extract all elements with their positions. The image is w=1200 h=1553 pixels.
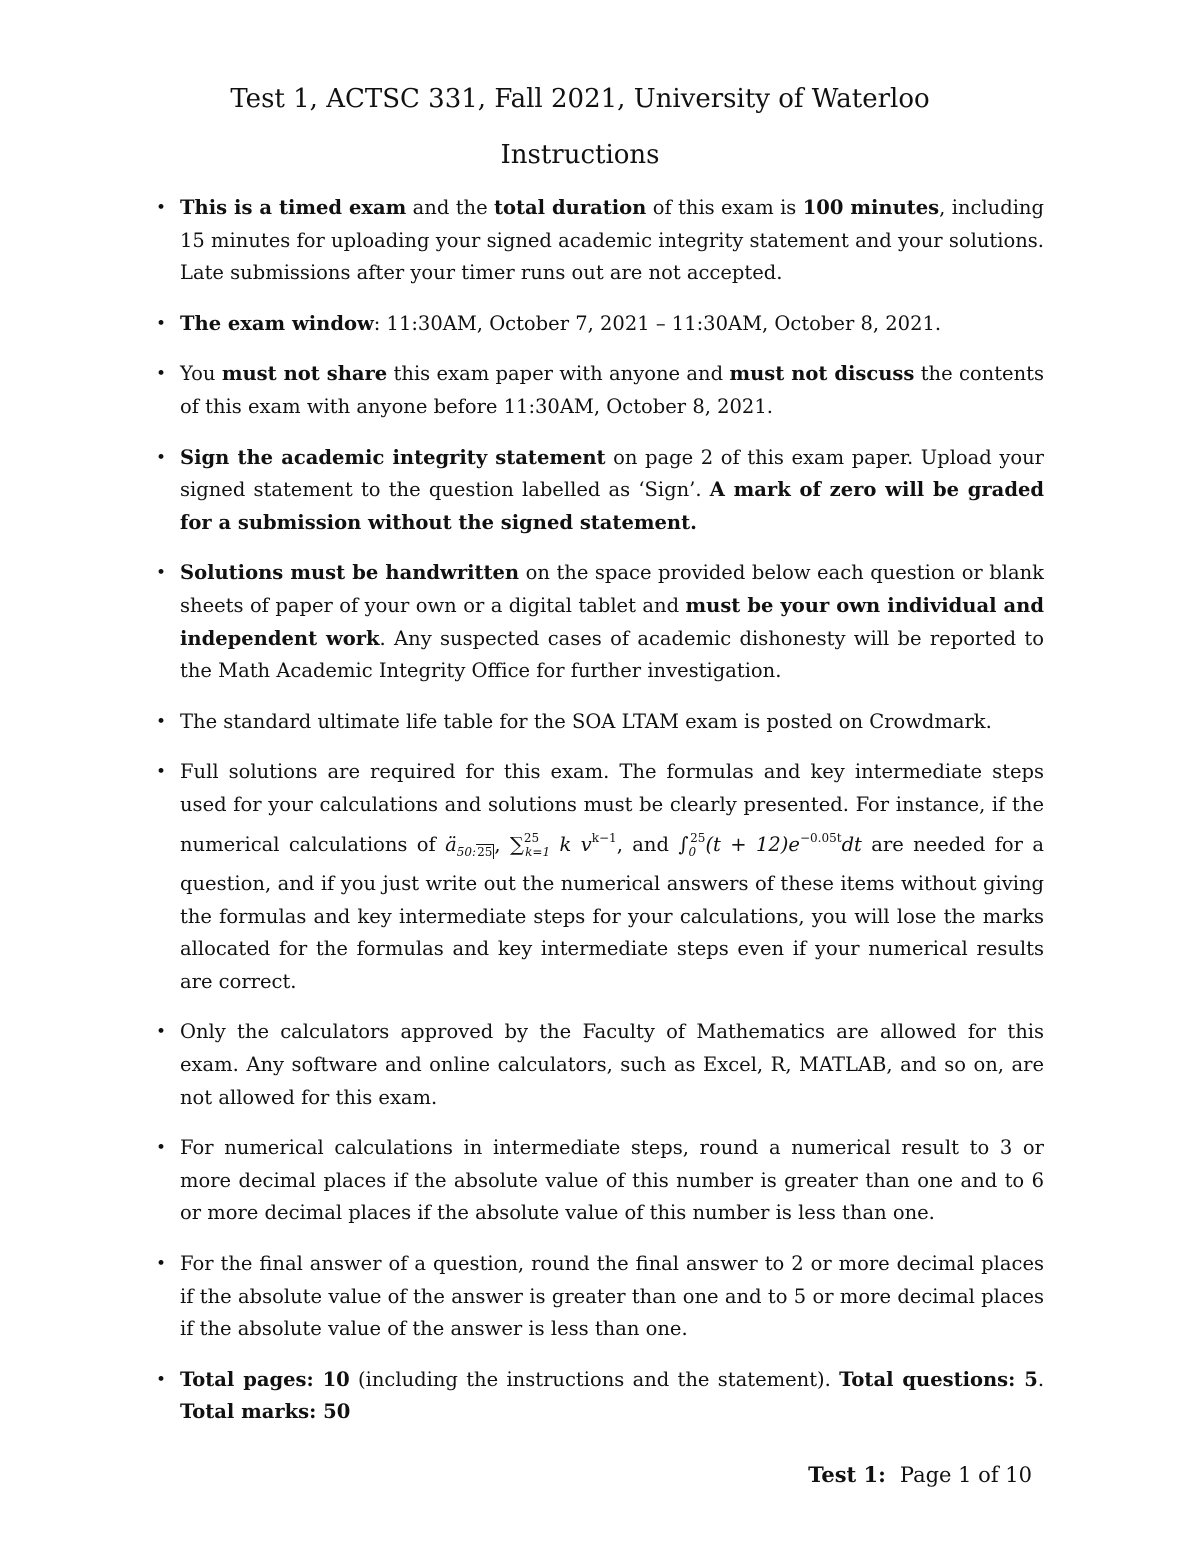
integral-expression: $\int_0^{25}(t + 12)e^{-0.05t}dt$ (678, 830, 862, 859)
bullet-icon: • (156, 364, 167, 385)
bullet-icon: • (156, 1369, 167, 1390)
list-item: • The exam window: 11:30AM, October 7, 2021 – 11:30AM, October 8, 2021. (156, 308, 1044, 341)
list-item: • This is a timed exam and the total duration of this exam is 100 minutes, including 15 minutes for uploading your signed academic integrity statement and your solutions. Late submissions after your timer runs out are not accepted. (156, 192, 1044, 290)
list-item: • Sign the academic integrity statement on page 2 of this exam paper. Upload your signed statement to the question labelled as ‘Sign’. A mark of zero will be graded for a submission without the signed statement. (156, 442, 1044, 540)
instructions-list (156, 192, 1044, 1447)
list-item: • The standard ultimate life table for the SOA LTAM exam is posted on Crowdmark. (156, 706, 1044, 739)
summation-expression: ∑$^{25}_{k=1}$ k $v^{k-1}$ (509, 830, 617, 859)
instructions-heading: Instructions (500, 140, 660, 170)
bullet-icon: • (156, 711, 167, 732)
list-item: • For the final answer of a question, round the final answer to 2 or more decimal places if the absolute value of the answer is greater than one and to 5 or more decimal places if the absolute value of the answer is less than one. (156, 1248, 1044, 1346)
list-item: • Total pages: 10 (including the instructions and the statement). Total questions: 5. Total marks: 50 (156, 1364, 1044, 1429)
list-item: • You must not share this exam paper with anyone and must not discuss the contents of this exam with anyone before 11:30AM, October 8, 2021. (156, 358, 1044, 423)
bullet-icon: • (156, 1138, 167, 1159)
bullet-icon: • (156, 563, 167, 584)
list-item: • For numerical calculations in intermediate steps, round a numerical result to 3 or more decimal places if the absolute value of this number is greater than one and to 6 or more decimal places if the absolute value of this number is less than one. (156, 1132, 1044, 1230)
bullet-icon: • (156, 1254, 167, 1275)
bullet-icon: • (156, 1022, 167, 1043)
page-title: Test 1, ACTSC 331, Fall 2021, University of Waterloo (230, 84, 930, 114)
page-footer (808, 1462, 1032, 1487)
bullet-icon: • (156, 198, 167, 218)
annuity-symbol: $ä_{50:25}$ (445, 832, 493, 859)
bullet-icon: • (156, 313, 167, 334)
list-item: • Only the calculators approved by the Faculty of Mathematics are allowed for this exam. Any software and online calculators, such as Excel, R, MATLAB, and so on, are not allowed for this exam. (156, 1016, 1044, 1114)
bullet-icon: • (156, 762, 167, 783)
list-item: • Full solutions are required for this exam. The formulas and key intermediate steps used for your calculations and solutions must be clearly presented. For instance, if the numerical calculations of $ä_{50:25}$ , ∑$^{25}_{k=1}$ k $v^{k-1}$, and $\int_0^{25}(t + 12)e^{-0.05t}dt$ are needed for a question, and if you just write out the numerical answers of these items without giving the formulas and key intermediate steps for your calculations, you will lose the marks allocated for the formulas and key intermediate steps even if your numerical results are correct. (156, 756, 1044, 998)
footer-label: Test 1: (808, 1462, 886, 1487)
page-number: Page 1 of 10 (899, 1463, 1032, 1487)
list-item: • Solutions must be handwritten on the space provided below each question or blank sheets of paper of your own or a digital tablet and must be your own individual and independent work. Any suspected cases of academic dishonesty will be reported to the Math Academic Integrity Office for further investigation. (156, 557, 1044, 687)
bullet-icon: • (156, 447, 167, 468)
